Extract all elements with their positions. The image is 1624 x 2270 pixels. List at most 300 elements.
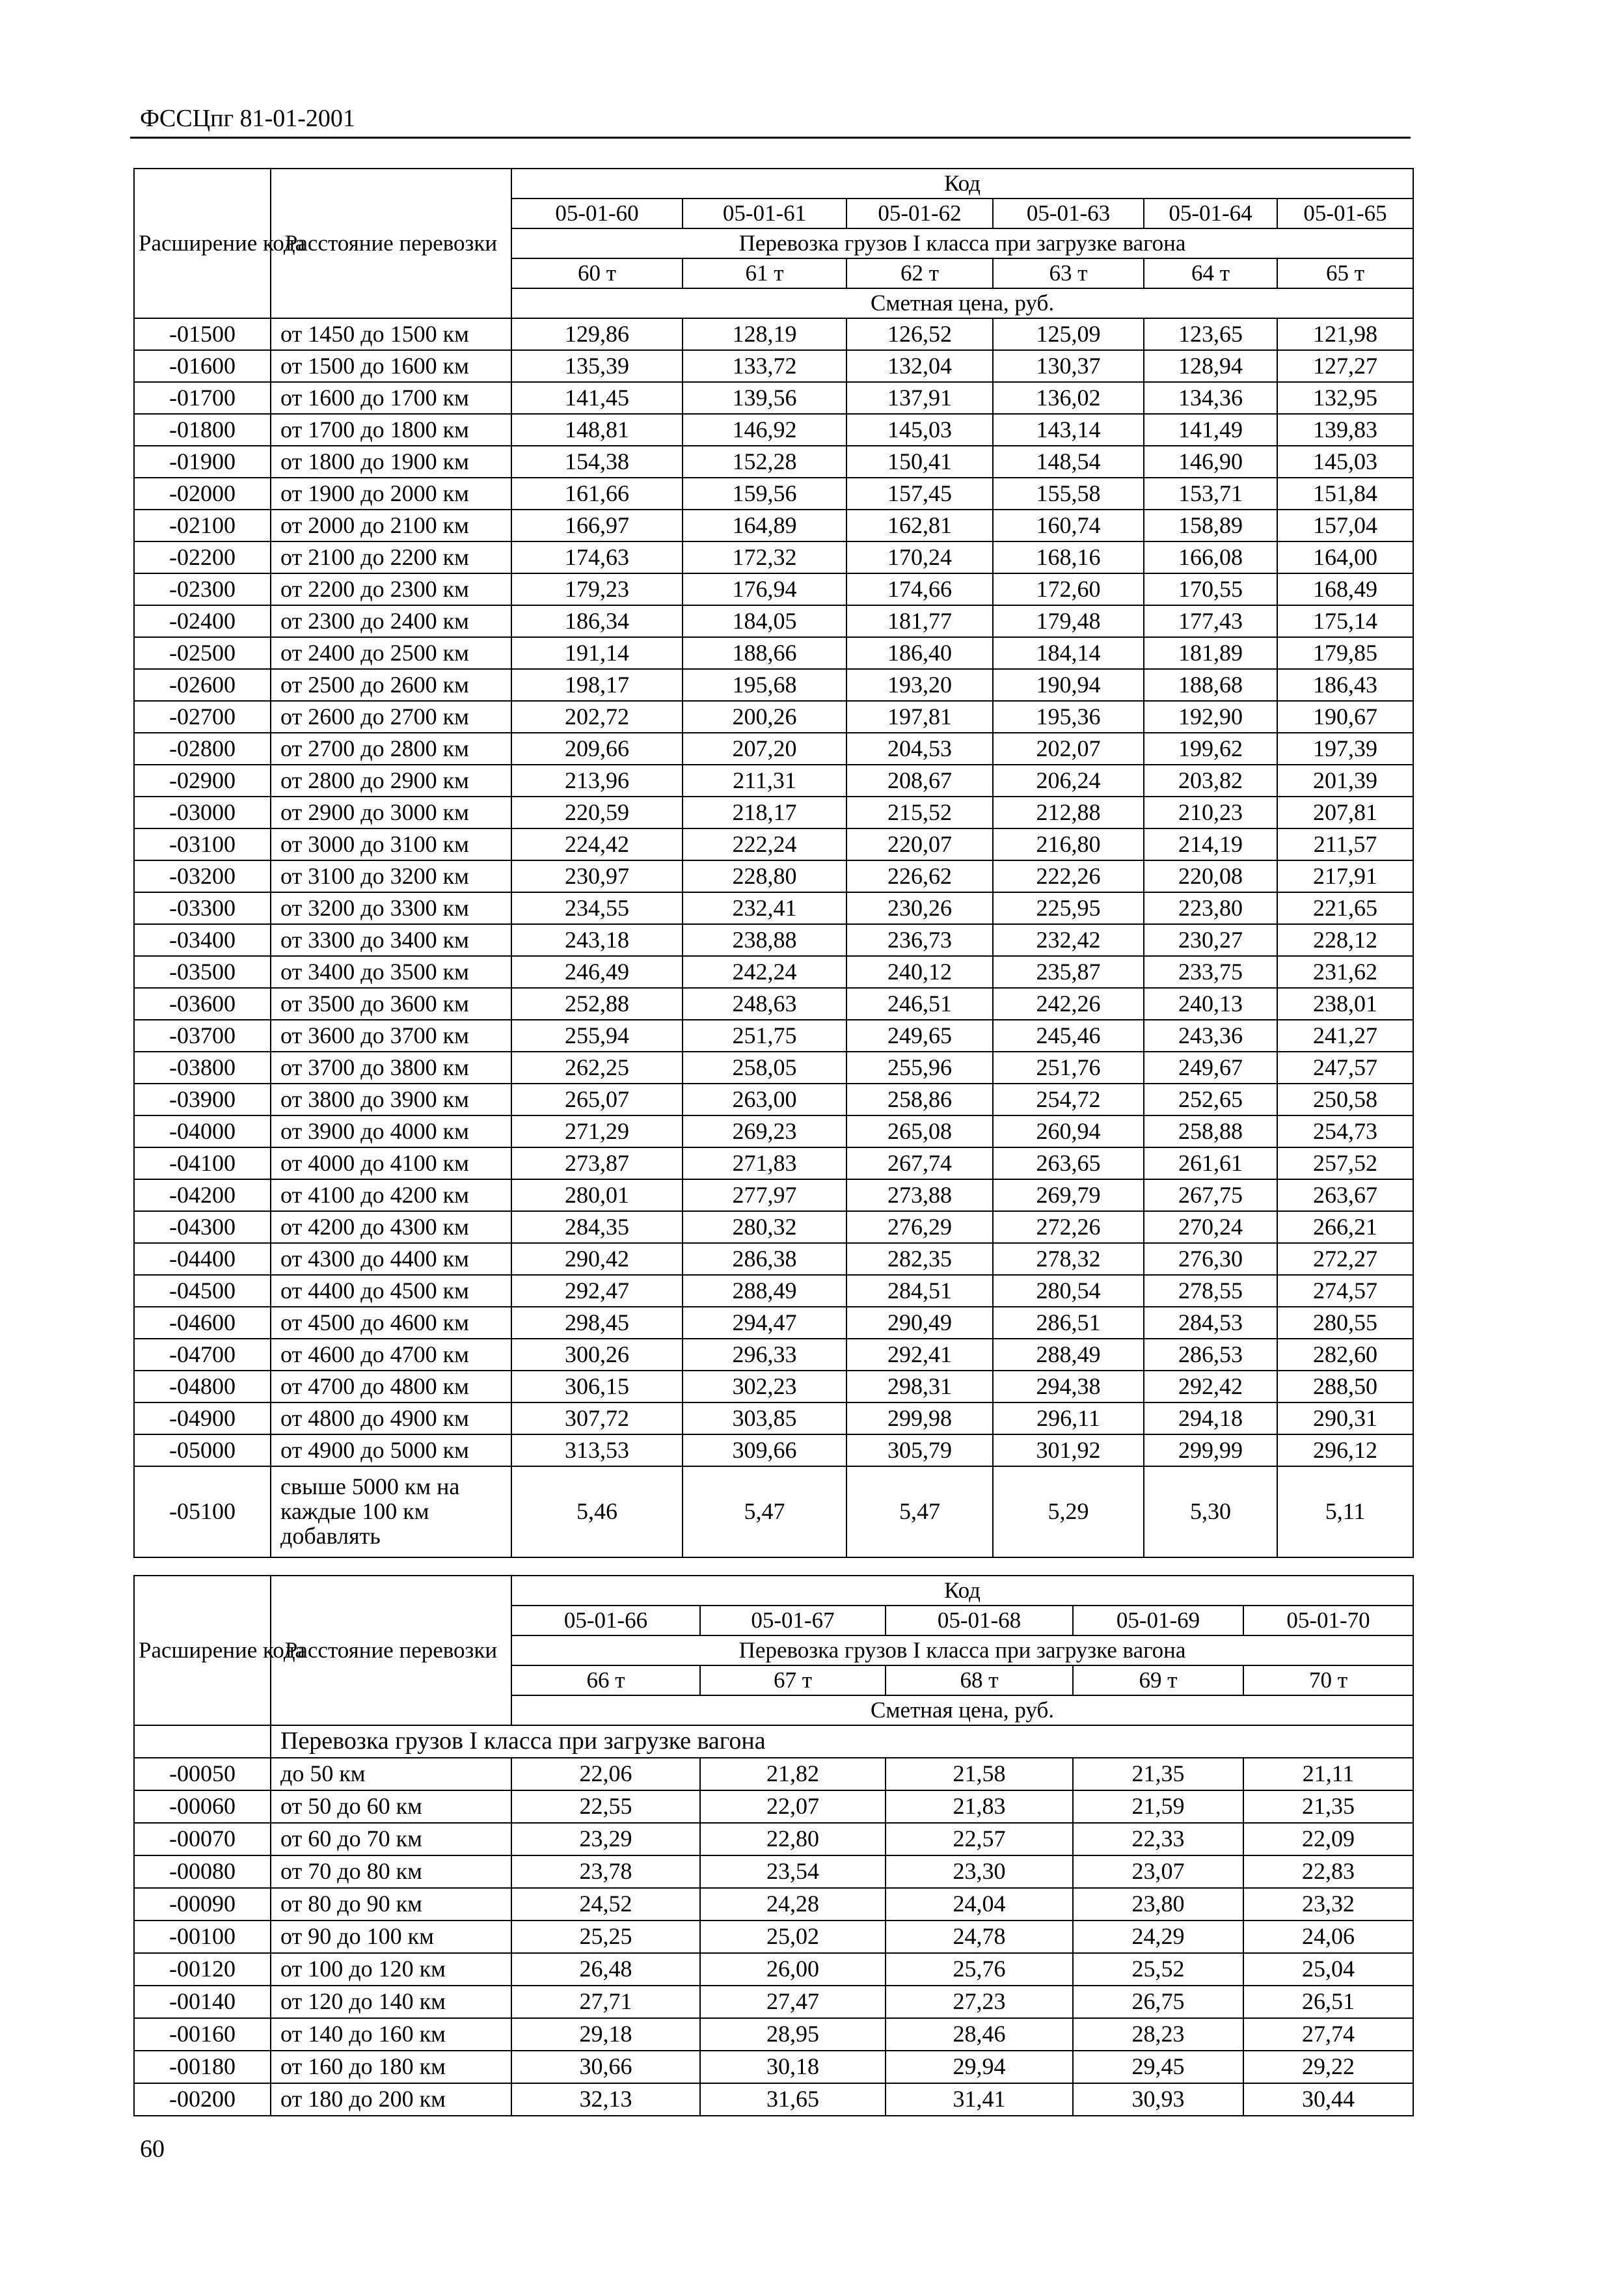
price-value: 22,55 [511, 1790, 700, 1823]
table-row [134, 1275, 1413, 1307]
price-value: 26,00 [700, 1953, 886, 1986]
price-value: 197,39 [1277, 733, 1413, 765]
header-rule [130, 137, 1411, 139]
code-header: 05-01-62 [846, 198, 993, 228]
code-extension: -04400 [134, 1243, 271, 1275]
price-value: 203,82 [1144, 765, 1277, 797]
price-value: 31,65 [700, 2083, 886, 2116]
code-extension: -03800 [134, 1052, 271, 1084]
price-value: 27,23 [886, 1986, 1073, 2018]
table-row [134, 988, 1413, 1020]
distance: от 3300 до 3400 км [271, 924, 511, 956]
kod-header: Код [511, 169, 1413, 198]
price-value: 174,66 [846, 573, 993, 605]
code-header: 05-01-69 [1073, 1606, 1243, 1635]
price-value: 278,32 [993, 1243, 1144, 1275]
price-value: 5,29 [993, 1466, 1144, 1557]
price-value: 153,71 [1144, 478, 1277, 510]
price-value: 172,60 [993, 573, 1144, 605]
code-extension: -02200 [134, 541, 271, 573]
table-row [134, 701, 1413, 733]
code-extension: -03900 [134, 1084, 271, 1115]
table-row [134, 1115, 1413, 1147]
price-value: 298,45 [511, 1307, 683, 1339]
price-value: 145,03 [846, 414, 993, 446]
price-value: 192,90 [1144, 701, 1277, 733]
price-value: 313,53 [511, 1434, 683, 1466]
distance: от 4300 до 4400 км [271, 1243, 511, 1275]
price-value: 306,15 [511, 1371, 683, 1402]
code-extension: -02900 [134, 765, 271, 797]
price-value: 26,75 [1073, 1986, 1243, 2018]
table-row [134, 828, 1413, 860]
distance: свыше 5000 км на каждые 100 км добавлять [271, 1466, 511, 1557]
price-value: 299,98 [846, 1402, 993, 1434]
distance: до 50 км [271, 1758, 511, 1790]
price-value: 288,49 [993, 1339, 1144, 1371]
kod-header: Код [511, 1576, 1413, 1606]
price-value: 261,61 [1144, 1147, 1277, 1179]
price-value: 128,19 [683, 318, 846, 350]
distance: от 90 до 100 км [271, 1921, 511, 1953]
price-value: 258,05 [683, 1052, 846, 1084]
table-row [134, 1052, 1413, 1084]
price-value: 292,42 [1144, 1371, 1277, 1402]
distance: от 160 до 180 км [271, 2051, 511, 2083]
price-value: 166,97 [511, 510, 683, 541]
code-extension: -04900 [134, 1402, 271, 1434]
code-extension: -02600 [134, 669, 271, 701]
price-value: 160,74 [993, 510, 1144, 541]
price-value: 123,65 [1144, 318, 1277, 350]
table-row [134, 1179, 1413, 1211]
price-value: 248,63 [683, 988, 846, 1020]
code-extension: -04700 [134, 1339, 271, 1371]
distance: от 2500 до 2600 км [271, 669, 511, 701]
price-value: 292,41 [846, 1339, 993, 1371]
price-value: 309,66 [683, 1434, 846, 1466]
price-value: 177,43 [1144, 605, 1277, 637]
price-value: 246,49 [511, 956, 683, 988]
price-value: 174,63 [511, 541, 683, 573]
price-value: 27,71 [511, 1986, 700, 2018]
price-value: 211,57 [1277, 828, 1413, 860]
price-value: 201,39 [1277, 765, 1413, 797]
price-value: 290,31 [1277, 1402, 1413, 1434]
price-value: 23,07 [1073, 1855, 1243, 1888]
price-value: 23,78 [511, 1855, 700, 1888]
code-extension: -00100 [134, 1921, 271, 1953]
price-value: 296,12 [1277, 1434, 1413, 1466]
price-value: 150,41 [846, 446, 993, 478]
distance: от 4200 до 4300 км [271, 1211, 511, 1243]
price-value: 190,67 [1277, 701, 1413, 733]
price-value: 151,84 [1277, 478, 1413, 510]
price-value: 220,59 [511, 797, 683, 828]
distance: от 1450 до 1500 км [271, 318, 511, 350]
table-row [134, 1758, 1413, 1790]
price-value: 190,94 [993, 669, 1144, 701]
code-extension: -01500 [134, 318, 271, 350]
price-value: 191,14 [511, 637, 683, 669]
code-extension: -01600 [134, 350, 271, 382]
price-value: 245,46 [993, 1020, 1144, 1052]
table-row [134, 1211, 1413, 1243]
price-value: 230,27 [1144, 924, 1277, 956]
price-value: 26,51 [1243, 1986, 1413, 2018]
price-value: 184,14 [993, 637, 1144, 669]
price-value: 158,89 [1144, 510, 1277, 541]
price-value: 294,18 [1144, 1402, 1277, 1434]
price-value: 240,12 [846, 956, 993, 988]
price-value: 30,18 [700, 2051, 886, 2083]
price-value: 288,50 [1277, 1371, 1413, 1402]
distance: от 4500 до 4600 км [271, 1307, 511, 1339]
price-value: 176,94 [683, 573, 846, 605]
load-header: 68 т [886, 1665, 1073, 1695]
price-value: 280,32 [683, 1211, 846, 1243]
price-value: 166,08 [1144, 541, 1277, 573]
table-row [134, 541, 1413, 573]
price-value: 202,72 [511, 701, 683, 733]
price-value: 161,66 [511, 478, 683, 510]
code-extension: -01700 [134, 382, 271, 414]
code-extension: -00080 [134, 1855, 271, 1888]
price-value: 24,28 [700, 1888, 886, 1921]
price-value: 242,26 [993, 988, 1144, 1020]
price-value: 213,96 [511, 765, 683, 797]
price-value: 23,54 [700, 1855, 886, 1888]
code-header: 05-01-68 [886, 1606, 1073, 1635]
price-value: 286,38 [683, 1243, 846, 1275]
code-header: 05-01-64 [1144, 198, 1277, 228]
price-value: 136,02 [993, 382, 1144, 414]
table-row [134, 478, 1413, 510]
price-value: 251,76 [993, 1052, 1144, 1084]
price-value: 235,87 [993, 956, 1144, 988]
price-value: 29,22 [1243, 2051, 1413, 2083]
price-value: 21,58 [886, 1758, 1073, 1790]
price-value: 188,66 [683, 637, 846, 669]
distance: от 3100 до 3200 км [271, 860, 511, 892]
price-value: 195,68 [683, 669, 846, 701]
price-value: 274,57 [1277, 1275, 1413, 1307]
price-value: 134,36 [1144, 382, 1277, 414]
table-row [134, 350, 1413, 382]
price-value: 217,91 [1277, 860, 1413, 892]
table-row [134, 1823, 1413, 1855]
load-header: 70 т [1243, 1665, 1413, 1695]
price-value: 284,53 [1144, 1307, 1277, 1339]
price-value: 179,85 [1277, 637, 1413, 669]
table-row [134, 1855, 1413, 1888]
table-row [134, 605, 1413, 637]
price-value: 26,48 [511, 1953, 700, 1986]
table-row [134, 318, 1413, 350]
code-extension: -02500 [134, 637, 271, 669]
price-value: 221,65 [1277, 892, 1413, 924]
price-value: 202,07 [993, 733, 1144, 765]
table-row [134, 1020, 1413, 1052]
distance: от 100 до 120 км [271, 1953, 511, 1986]
price-value: 22,80 [700, 1823, 886, 1855]
price-value: 21,59 [1073, 1790, 1243, 1823]
price-value: 146,90 [1144, 446, 1277, 478]
table-row [134, 924, 1413, 956]
price-value: 25,04 [1243, 1953, 1413, 1986]
table-row [134, 510, 1413, 541]
price-value: 25,02 [700, 1921, 886, 1953]
table-row [134, 1371, 1413, 1402]
price-value: 23,29 [511, 1823, 700, 1855]
table-row [134, 733, 1413, 765]
distance: от 4800 до 4900 км [271, 1402, 511, 1434]
code-extension: -03500 [134, 956, 271, 988]
price-value: 280,54 [993, 1275, 1144, 1307]
price-value: 27,47 [700, 1986, 886, 2018]
price-value: 29,18 [511, 2018, 700, 2051]
price-value: 29,94 [886, 2051, 1073, 2083]
price-value: 21,35 [1243, 1790, 1413, 1823]
price-value: 31,41 [886, 2083, 1073, 2116]
distance: от 70 до 80 км [271, 1855, 511, 1888]
price-value: 216,80 [993, 828, 1144, 860]
price-value: 21,82 [700, 1758, 886, 1790]
price-value: 141,49 [1144, 414, 1277, 446]
price-value: 157,04 [1277, 510, 1413, 541]
distance: от 1500 до 1600 км [271, 350, 511, 382]
price-value: 30,93 [1073, 2083, 1243, 2116]
price-value: 220,07 [846, 828, 993, 860]
price-value: 267,75 [1144, 1179, 1277, 1211]
price-value: 30,44 [1243, 2083, 1413, 2116]
price-value: 22,09 [1243, 1823, 1413, 1855]
distance: от 2400 до 2500 км [271, 637, 511, 669]
code-extension: -03200 [134, 860, 271, 892]
price-value: 162,81 [846, 510, 993, 541]
price-value: 280,55 [1277, 1307, 1413, 1339]
price-value: 272,27 [1277, 1243, 1413, 1275]
price-value: 267,74 [846, 1147, 993, 1179]
price-value: 186,43 [1277, 669, 1413, 701]
price-value: 28,23 [1073, 2018, 1243, 2051]
distance: от 3800 до 3900 км [271, 1084, 511, 1115]
price-value: 206,24 [993, 765, 1144, 797]
price-value: 159,56 [683, 478, 846, 510]
price-value: 266,21 [1277, 1211, 1413, 1243]
price-value: 22,06 [511, 1758, 700, 1790]
price-value: 139,56 [683, 382, 846, 414]
price-value: 292,47 [511, 1275, 683, 1307]
price-value: 224,42 [511, 828, 683, 860]
price-value: 258,86 [846, 1084, 993, 1115]
price-value: 252,88 [511, 988, 683, 1020]
price-value: 236,73 [846, 924, 993, 956]
code-header: 05-01-67 [700, 1606, 886, 1635]
price-value: 215,52 [846, 797, 993, 828]
price-value: 28,95 [700, 2018, 886, 2051]
price-value: 290,42 [511, 1243, 683, 1275]
price-value: 210,23 [1144, 797, 1277, 828]
table-row [134, 1953, 1413, 1986]
price-value: 24,29 [1073, 1921, 1243, 1953]
price-value: 212,88 [993, 797, 1144, 828]
price-value: 152,28 [683, 446, 846, 478]
distance: от 4900 до 5000 км [271, 1434, 511, 1466]
load-header: 67 т [700, 1665, 886, 1695]
distance: от 3700 до 3800 км [271, 1052, 511, 1084]
col-header-distance: Расстояние перевозки [271, 1576, 511, 1725]
code-extension: -00200 [134, 2083, 271, 2116]
price-value: 271,83 [683, 1147, 846, 1179]
price-value: 246,51 [846, 988, 993, 1020]
distance: от 80 до 90 км [271, 1888, 511, 1921]
price-value: 22,57 [886, 1823, 1073, 1855]
price-value: 128,94 [1144, 350, 1277, 382]
distance: от 3900 до 4000 км [271, 1115, 511, 1147]
table-row [134, 2051, 1413, 2083]
table-row [134, 1307, 1413, 1339]
price-value: 241,27 [1277, 1020, 1413, 1052]
price-value: 228,12 [1277, 924, 1413, 956]
distance: от 2800 до 2900 км [271, 765, 511, 797]
price-value: 24,78 [886, 1921, 1073, 1953]
price-value: 164,89 [683, 510, 846, 541]
table-row [134, 956, 1413, 988]
table-row [134, 2083, 1413, 2116]
price-value: 249,65 [846, 1020, 993, 1052]
distance: от 180 до 200 км [271, 2083, 511, 2116]
price-value: 301,92 [993, 1434, 1144, 1466]
price-value: 132,95 [1277, 382, 1413, 414]
price-value: 276,29 [846, 1211, 993, 1243]
code-extension: -01900 [134, 446, 271, 478]
price-value: 198,17 [511, 669, 683, 701]
price-value: 222,24 [683, 828, 846, 860]
price-value: 204,53 [846, 733, 993, 765]
price-value: 277,97 [683, 1179, 846, 1211]
distance: от 50 до 60 км [271, 1790, 511, 1823]
code-extension: -05000 [134, 1434, 271, 1466]
price-value: 25,76 [886, 1953, 1073, 1986]
table-row [134, 797, 1413, 828]
code-extension: -04200 [134, 1179, 271, 1211]
code-extension: -00070 [134, 1823, 271, 1855]
price-value: 296,11 [993, 1402, 1144, 1434]
price-value: 288,49 [683, 1275, 846, 1307]
price-value: 181,77 [846, 605, 993, 637]
price-value: 270,24 [1144, 1211, 1277, 1243]
distance: от 3000 до 3100 км [271, 828, 511, 860]
price-value: 146,92 [683, 414, 846, 446]
price-value: 282,35 [846, 1243, 993, 1275]
price-header: Сметная цена, руб. [511, 288, 1413, 318]
code-extension: -04000 [134, 1115, 271, 1147]
price-value: 214,19 [1144, 828, 1277, 860]
code-extension: -03700 [134, 1020, 271, 1052]
price-value: 200,26 [683, 701, 846, 733]
price-value: 247,57 [1277, 1052, 1413, 1084]
price-value: 280,01 [511, 1179, 683, 1211]
section-title-blank [134, 1725, 271, 1758]
distance: от 3500 до 3600 км [271, 988, 511, 1020]
distance: от 2000 до 2100 км [271, 510, 511, 541]
code-header: 05-01-61 [683, 198, 846, 228]
price-value: 127,27 [1277, 350, 1413, 382]
price-value: 24,04 [886, 1888, 1073, 1921]
table-row [134, 1339, 1413, 1371]
table-row [134, 1147, 1413, 1179]
price-value: 271,29 [511, 1115, 683, 1147]
distance: от 2300 до 2400 км [271, 605, 511, 637]
price-value: 232,41 [683, 892, 846, 924]
code-extension: -00060 [134, 1790, 271, 1823]
price-value: 186,34 [511, 605, 683, 637]
price-value: 155,58 [993, 478, 1144, 510]
price-value: 284,35 [511, 1211, 683, 1243]
distance: от 1600 до 1700 км [271, 382, 511, 414]
price-value: 207,81 [1277, 797, 1413, 828]
price-value: 184,05 [683, 605, 846, 637]
price-value: 230,26 [846, 892, 993, 924]
distance: от 4700 до 4800 км [271, 1371, 511, 1402]
code-extension: -02300 [134, 573, 271, 605]
price-value: 265,08 [846, 1115, 993, 1147]
price-value: 209,66 [511, 733, 683, 765]
price-value: 276,30 [1144, 1243, 1277, 1275]
transport-header: Перевозка грузов I класса при загрузке вагона [511, 228, 1413, 258]
price-value: 179,23 [511, 573, 683, 605]
price-value: 257,52 [1277, 1147, 1413, 1179]
price-value: 168,16 [993, 541, 1144, 573]
code-extension: -04300 [134, 1211, 271, 1243]
price-value: 272,26 [993, 1211, 1144, 1243]
price-value: 250,58 [1277, 1084, 1413, 1115]
price-value: 23,32 [1243, 1888, 1413, 1921]
price-value: 5,47 [846, 1466, 993, 1557]
code-extension: -03300 [134, 892, 271, 924]
price-value: 286,53 [1144, 1339, 1277, 1371]
price-value: 240,13 [1144, 988, 1277, 1020]
distance: от 3400 до 3500 км [271, 956, 511, 988]
code-extension: -03100 [134, 828, 271, 860]
transport-header: Перевозка грузов I класса при загрузке вагона [511, 1635, 1413, 1665]
price-value: 135,39 [511, 350, 683, 382]
price-value: 254,73 [1277, 1115, 1413, 1147]
price-value: 263,65 [993, 1147, 1144, 1179]
price-value: 148,54 [993, 446, 1144, 478]
price-value: 21,83 [886, 1790, 1073, 1823]
page-number: 60 [140, 2135, 165, 2163]
price-value: 269,23 [683, 1115, 846, 1147]
table-row [134, 1084, 1413, 1115]
price-value: 278,55 [1144, 1275, 1277, 1307]
table-row [134, 860, 1413, 892]
price-value: 132,04 [846, 350, 993, 382]
section-title: Перевозка грузов I класса при загрузке вагона [271, 1725, 1413, 1758]
table-row [134, 1921, 1413, 1953]
price-value: 260,94 [993, 1115, 1144, 1147]
price-value: 168,49 [1277, 573, 1413, 605]
price-value: 255,96 [846, 1052, 993, 1084]
document-code: ФССЦпг 81-01-2001 [140, 105, 355, 132]
price-value: 25,52 [1073, 1953, 1243, 1986]
code-extension: -00140 [134, 1986, 271, 2018]
price-value: 130,37 [993, 350, 1144, 382]
load-header: 62 т [846, 258, 993, 288]
price-value: 254,72 [993, 1084, 1144, 1115]
price-value: 243,36 [1144, 1020, 1277, 1052]
